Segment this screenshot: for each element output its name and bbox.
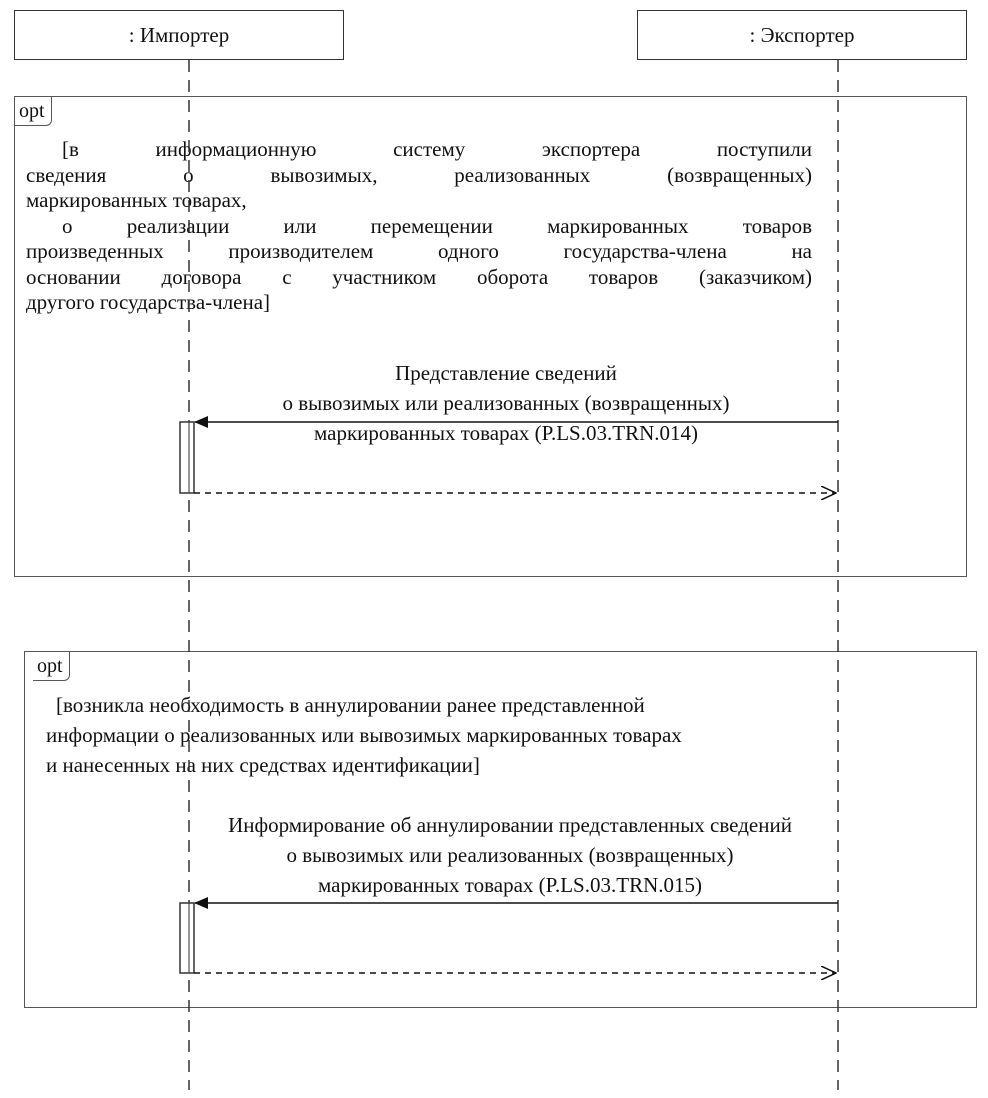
- guard-line: произведенных производителем одного государства-члена на: [26, 239, 812, 263]
- guard-line: о реализации или перемещении маркированных товаров: [62, 213, 812, 238]
- opt-fragment-1-operator: opt: [15, 97, 52, 126]
- guard-line: маркированных товарах,: [26, 188, 247, 212]
- guard-line: сведения о вывозимых, реализованных (возвращенных): [26, 162, 812, 187]
- message-1-line: Представление сведений: [395, 361, 617, 385]
- guard-line: информации о реализованных или вывозимых маркированных товарах: [46, 723, 682, 747]
- guard-line: основании договора с участником оборота товаров (заказчиком): [26, 264, 812, 289]
- opt-fragment-2-operator: opt: [33, 652, 70, 681]
- activation-bar-2: [180, 903, 194, 973]
- message-2-line: о вывозимых или реализованных (возвращенных): [286, 843, 734, 867]
- message-2-line: Информирование об аннулировании представленных сведений: [228, 813, 792, 837]
- message-2-line: маркированных товарах (P.LS.03.TRN.015): [318, 873, 702, 897]
- activation-bar-1: [180, 422, 194, 493]
- lifeline-exporter-label: : Экспортер: [749, 22, 855, 47]
- guard-line: и нанесенных на них средствах идентификации]: [46, 753, 480, 777]
- lifeline-importer-label: : Импортер: [128, 22, 230, 47]
- guard-line: [возникла необходимость в аннулировании ранее представленной: [56, 693, 645, 717]
- guard-line: [в информационную систему экспортера поступили: [62, 137, 812, 161]
- message-1-line: о вывозимых или реализованных (возвращенных): [282, 391, 730, 415]
- message-1-line: маркированных товарах (P.LS.03.TRN.014): [314, 421, 698, 445]
- guard-line: другого государства-члена]: [26, 290, 271, 314]
